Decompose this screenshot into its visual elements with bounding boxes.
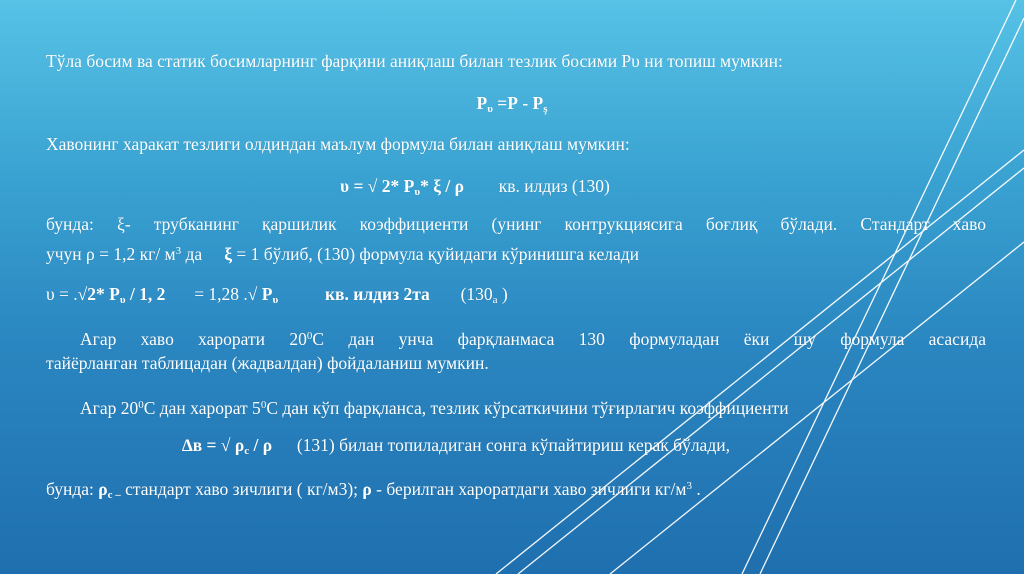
paragraph-3-xi: ξ [224,244,232,264]
paragraph-4-sup: 0 [306,330,313,342]
paragraph-4-line-2 [46,352,986,374]
paragraph-5-sup-2: 0 [260,399,267,411]
paragraph-3-line-2 [46,240,986,265]
paragraph-6-sub: с – [107,489,121,501]
paragraph-4-line-1 [46,325,986,350]
paragraph-6-sup: 3 [686,480,692,492]
paragraph-3-text-2c: = 1 бўлиб, (130) формула қуйидаги кўринишга келади [232,244,640,264]
paragraph-6-text-3: - берилган хароратдаги хаво зичлиги кг/м [371,479,687,499]
paragraph-5-text-1: Агар 20 [80,398,139,418]
formula-3-part-2: 2* Р [87,284,120,304]
formula-1-sub-a: υ [487,103,493,115]
formula-3-part-1: υ = .√ [46,284,88,304]
formula-3-part-4: = 1,28 .√ [194,284,262,304]
formula-3-part-7: (130 [460,284,493,304]
paragraph-1-text: Тўла босим ва статик босимларнинг фарқини аниқлаш билан тезлик босими Рυ ни топиш мумкин: [46,51,783,71]
paragraph-6 [46,475,986,506]
paragraph-6-text-1: бунда: [46,479,99,499]
formula-4-sub: с [244,445,250,457]
paragraph-5-text-2: С дан харорат 5 [143,398,261,418]
paragraph-1 [46,50,986,72]
paragraph-4-text-2: тайёрланган таблицадан (жадвалдан) фойдаланиш мумкин. [46,353,489,373]
formula-1-part-a: Р [476,93,488,113]
formula-3-part-8: ) [497,284,508,304]
paragraph-3-line-1 [46,213,986,235]
paragraph-2 [46,133,986,155]
paragraph-6-rho: ρ [362,479,372,499]
formula-3-sub-2: υ [272,294,279,306]
formula-1-sub-b: ş [543,103,548,115]
paragraph-6-text-2: стандарт хаво зичлиги ( кг/м3); [120,479,363,499]
paragraph-3-text-2b: да [181,244,203,264]
paragraph-3-sup: 3 [175,245,182,257]
formula-2-sub: υ [414,186,421,198]
formula-4-part-1: ∆в = √ ρ [182,435,245,455]
formula-3-part-5: Р [261,284,273,304]
paragraph-4-text-1b: С дан унча фарқланмаса 130 формуладан ёки шу формула асасида [312,329,986,349]
formula-4-part-2: / ρ [249,435,273,455]
formula-2 [340,175,980,203]
paragraph-2-text: Хавонинг харакат тезлиги олдиндан маълум формула билан аниқлаш мумкин: [46,134,630,154]
paragraph-5-text-3: С дан кўп фарқланса, тезлик кўрсаткичини тўғирлагич коэффициенти [266,398,789,418]
formula-2-part-b: * ξ / ρ [420,176,464,196]
formula-3-part-3: / 1, 2 [125,284,166,304]
paragraph-6-rho-c: ρ [98,479,108,499]
formula-3-part-6: кв. илдиз 2та [324,284,430,304]
formula-4 [182,434,982,462]
formula-1 [0,92,1024,120]
formula-3-sub-1: υ [119,294,126,306]
paragraph-5-sup-1: 0 [138,399,144,411]
formula-3-sub-3: a [492,294,498,306]
formula-1-part-b: =Р - Р [492,93,544,113]
paragraph-5 [46,394,986,419]
paragraph-4-text-1a: Агар хаво харорати 20 [80,329,307,349]
paragraph-6-text-4: . [691,479,701,499]
formula-2-part-a: υ = √ 2* Р [340,176,415,196]
paragraph-3-text-1: бунда: ξ- трубканинг қаршилик коэффициенти (унинг контрукциясига боғлиқ бўлади. Стандарт хаво [46,214,986,234]
paragraph-3-text-2a: учун ρ = 1,2 кг/ м [46,244,176,264]
formula-4-part-3: (131) билан топиладиган сонга кўпайтириш керак бўлади, [296,435,730,455]
formula-3 [46,283,986,311]
formula-2-note: кв. илдиз (130) [498,176,610,196]
